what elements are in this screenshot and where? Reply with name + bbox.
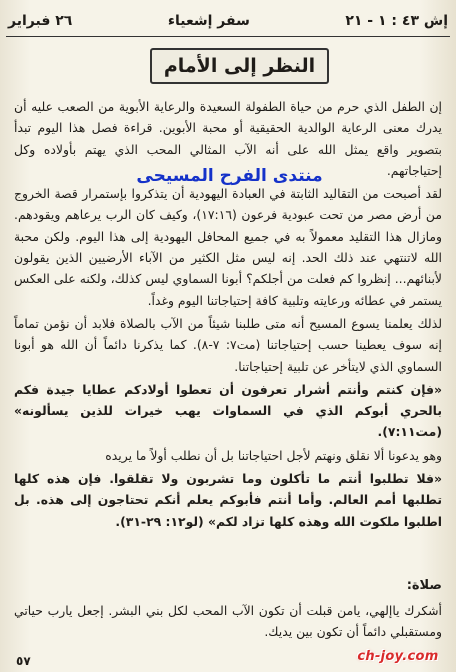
prayer-heading: صلاة:	[406, 578, 442, 593]
site-logo: ch-joy.com	[357, 648, 439, 664]
paragraph-1: إن الطفل الذي حرم من حياة الطفولة السعيدة والرعاية الأبوية من الصعب عليه أن يدرك معنى الرعاية الوالدية الحقيقية أو محبة الأبوين. قراءة فصل هذا اليوم تبدأ بتصوير واقع يمثل الله على أنه الآب المثالي المحب الذي يهتم بأولاده وكل إحتياجاتهم.	[14, 99, 442, 178]
chapter-title: النظر إلى الأمام	[150, 48, 329, 84]
page-number: ٥٧	[16, 654, 31, 668]
body-text	[14, 96, 442, 534]
paragraph-3: لذلك يعلمنا يسوع المسيح أنه متى طلبنا شيئاً من الآب بالصلاة فلابد أن نؤمن تماماً إنه سوف يعطينا حسب إحتياجاتنا (مت٧: ٧-٨). كما يذكرنا دائماً أن الله هو أبونا السماوي الذي لايتأخر عن تلبية إحتياجاتنا.	[14, 315, 442, 374]
prayer-text: أشكرك ياإلهي، يامن قبلت أن تكون الآب المحب لكل بني البشر. إجعل يارب حياتي ومستقبلي دائماً أن تكون بين يديك.	[14, 603, 442, 639]
verse-quote-2: «فلا تطلبوا أنتم ما تأكلون وما تشربون ولا تقلقوا. فإن هذه كلها تطلبها أمم العالم. وأما أنتم فأبوكم يعلم أنكم تحتاجون إلى هذه. بل اطلبوا ملكوت الله وهذه كلها تزاد لكم» (لو١٢: ٢٩-٣١).	[14, 471, 442, 529]
paragraph-4: وهو يدعونا ألا نقلق ونهتم لأجل احتياجاتنا بل أن نطلب أولاً ما يريده	[105, 447, 442, 463]
running-header	[8, 8, 448, 34]
header-reference: إش ٤٣ : ١ - ٢١	[345, 13, 448, 29]
paragraph-2: لقد أصبحت من التقاليد الثابتة في العبادة اليهودية أن يتذكروا بإستمرار قصة الخروج من أرض مصر من تحت عبودية فرعون (١٧:١٦)، وكيف كان الرب يرعاهم ويقودهم. ومازال هذا التقليد معمولاً به في جميع المحافل اليهودية إلى هذا اليوم. ولكن محبة الله لاتنتهي عند ذلك الحد. إنه ليس مثل الكثير من الآباء الأرضيين الذين يقولون لأبنائهم... إنظروا كم فعلت من أجلكم؟ أبونا السماوي ليس كذلك، ولكنه على العكس يستمر في عطائه ورعايته وتلبية كافة إحتياجاتنا اليوم وغداً.	[14, 186, 442, 308]
header-divider	[6, 36, 450, 37]
header-date: ٢٦ فبراير	[8, 13, 73, 29]
verse-quote-1: «فإن كنتم وأنتم أشرار تعرفون أن تعطوا أولادكم عطايا جيدة فكم بالحري أبوكم الذي في السماوات يهب خيرات للذين يسألونه» (مت٧:١١).	[14, 381, 442, 440]
header-book-title: سفر إشعياء	[167, 13, 250, 29]
forum-watermark: منتدى الفرح المسيحى	[136, 166, 323, 186]
